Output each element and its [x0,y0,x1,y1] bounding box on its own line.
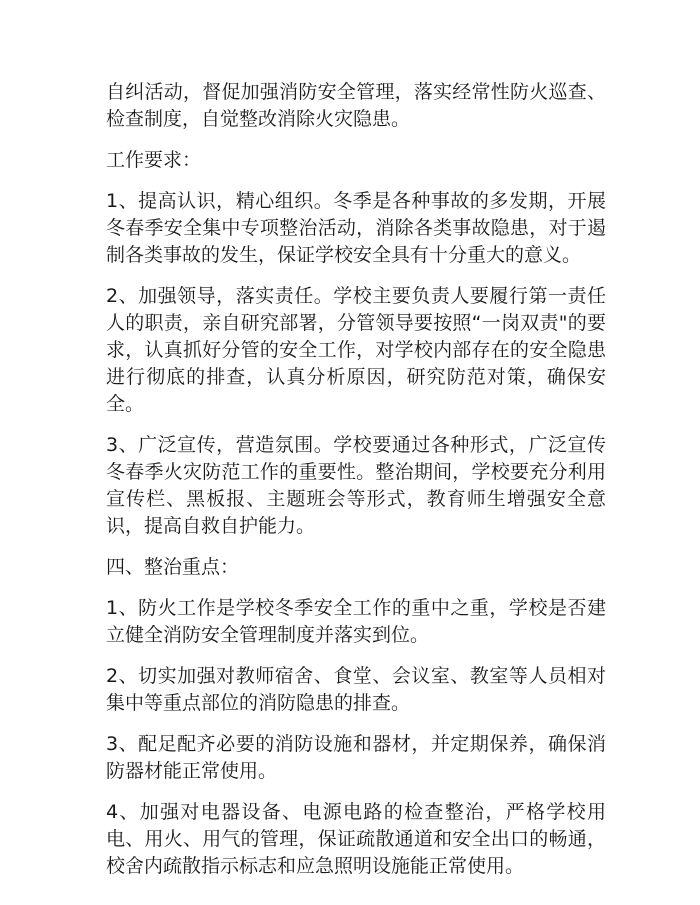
section-heading-work-requirements: 工作要求： [106,149,202,171]
document-body [106,79,606,894]
paragraph-focus-1: 1、防火工作是学校冬季安全工作的重中之重，学校是否建立健全消防安全管理制度并落实到位。 [106,597,606,646]
paragraph-requirement-3: 3、广泛宣传，营造氛围。学校要通过各种形式，广泛宣传冬春季火灾防范工作的重要性。整治期间，学校要充分利用宣传栏、黑板报、主题班会等形式，教育师生增强安全意识，提高自救自护能力。 [106,434,606,537]
paragraph-requirement-2: 2、加强领导，落实责任。学校主要负责人要履行第一责任人的职责，亲自研究部署，分管领导要按照“一岗双责"的要求，认真抓好分管的安全工作，对学校内部存在的安全隐患进行彻底的排查，认真分析原因，研究防范对策，确保安全。 [106,285,606,415]
paragraph-focus-3: 3、配足配齐必要的消防设施和器材，并定期保养，确保消防器材能正常使用。 [106,733,606,782]
paragraph-focus-2: 2、切实加强对教师宿舍、食堂、会议室、教室等人员相对集中等重点部位的消防隐患的排查。 [106,665,606,714]
paragraph-intro-continued: 自纠活动，督促加强消防安全管理，落实经常性防火巡查、检查制度，自觉整改消除火灾隐患。 [106,81,606,130]
paragraph-requirement-1: 1、提高认识，精心组织。冬季是各种事故的多发期，开展冬春季安全集中专项整治活动，消除各类事故隐患，对于遏制各类事故的发生，保证学校安全具有十分重大的意义。 [106,190,606,266]
paragraph-focus-4: 4、加强对电器设备、电源电路的检查整治，严格学校用电、用火、用气的管理，保证疏散通道和安全出口的畅通，校舍内疏散指示标志和应急照明设施能正常使用。 [106,801,606,877]
section-heading-focus: 四、整治重点： [106,556,240,578]
